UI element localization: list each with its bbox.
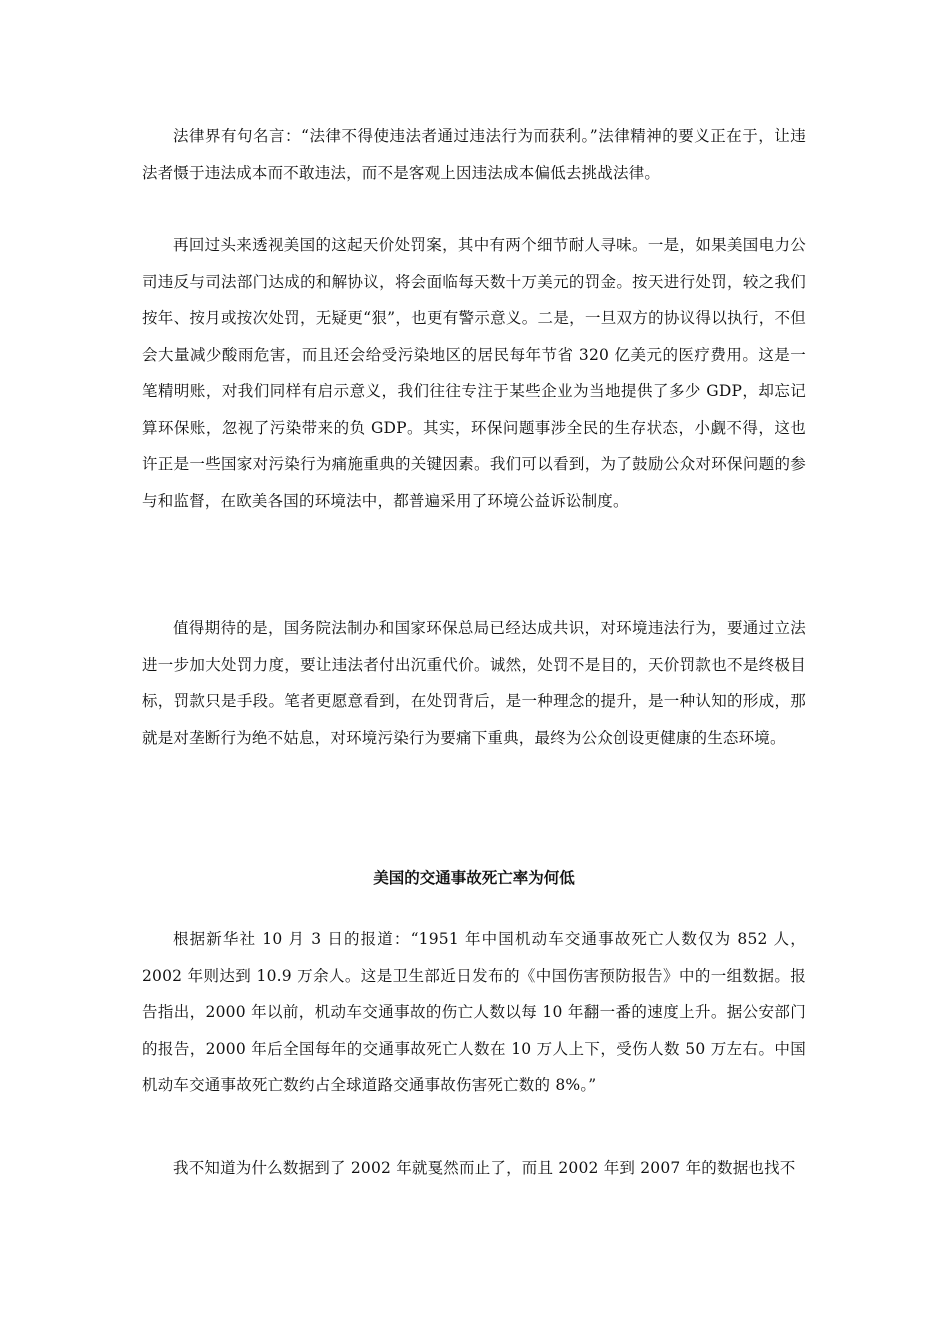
- paragraph-legal-maxim: 法律界有句名言：“法律不得使违法者通过违法行为而获利。”法律精神的要义正在于，让违法者慑于违法成本而不敢违法，而不是客观上因违法成本偏低去挑战法律。: [142, 127, 806, 182]
- paragraph-expectations: 值得期待的是，国务院法制办和国家环保总局已经达成共识，对环境违法行为，要通过立法进一步加大处罚力度，要让违法者付出沉重代价。诚然，处罚不是目的，天价罚款也不是终极目标，罚款只是手段。笔者更愿意看到，在处罚背后，是一种理念的提升，是一种认知的形成，那就是对垄断行为绝不姑息，对环境污染行为要痛下重典，最终为公众创设更健康的生态环境。: [142, 619, 806, 747]
- paragraph-xinhua-report: 根据新华社 10 月 3 日的报道：“1951 年中国机动车交通事故死亡人数仅为 852 人，2002 年则达到 10.9 万余人。这是卫生部近日发布的《中国伤害预防报告》中的一组数据。报告指出，2000 年以前，机动车交通事故的伤亡人数以每 10 年翻一番的速度上升。据公安部门的报告，2000 年后全国每年的交通事故死亡人数在 10 万人上下，受伤人数 50 万左右。中国机动车交通事故死亡数约占全球道路交通事故伤害死亡数的 8%。”: [142, 930, 806, 1094]
- section-title: 美国的交通事故死亡率为何低: [373, 869, 575, 887]
- paragraph-us-penalty-case: 再回过头来透视美国的这起天价处罚案，其中有两个细节耐人寻味。一是，如果美国电力公司违反与司法部门达成的和解协议，将会面临每天数十万美元的罚金。按天进行处罚，较之我们按年、按月或按次处罚，无疑更“狠”，也更有警示意义。二是，一旦双方的协议得以执行，不但会大量减少酸雨危害，而且还会给受污染地区的居民每年节省 320 亿美元的医疗费用。这是一笔精明账，对我们同样有启示意义，我们往往专注于某些企业为当地提供了多少 GDP，却忘记算环保账，忽视了污染带来的负 GDP。其实，环保问题事涉全民的生存状态，小觑不得，这也许正是一些国家对污染行为痛施重典的关键因素。我们可以看到，为了鼓励公众对环保问题的参与和监督，在欧美各国的环境法中，都普遍采用了环境公益诉讼制度。: [142, 236, 806, 510]
- paragraph-data-gap: 我不知道为什么数据到了 2002 年就戛然而止了，而且 2002 年到 2007 年的数据也找不: [173, 1159, 796, 1177]
